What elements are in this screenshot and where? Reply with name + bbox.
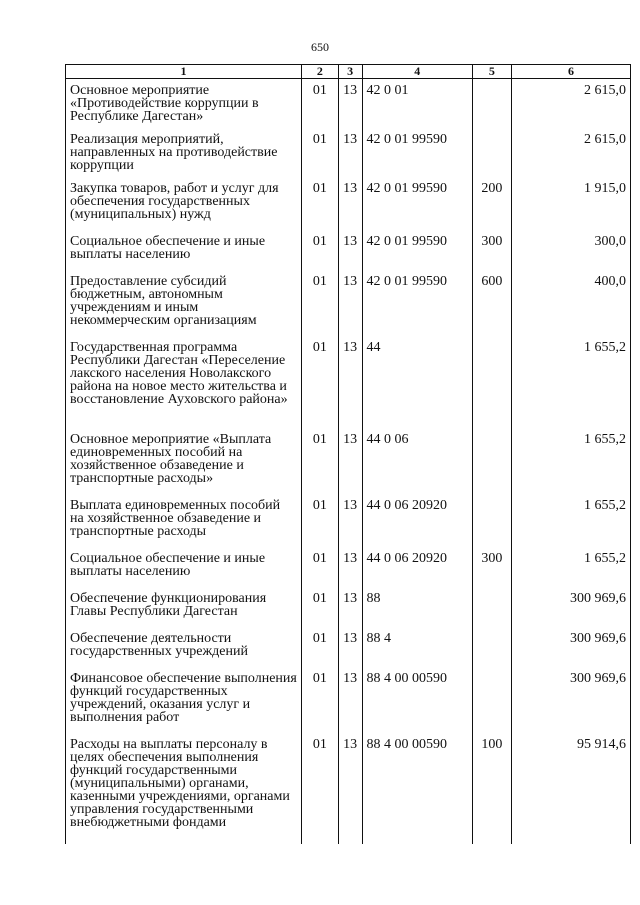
row-subsection: 13	[338, 428, 362, 494]
row-expense-type: 100	[472, 733, 511, 845]
table-row	[66, 494, 631, 547]
header-col-6: 6	[511, 65, 630, 79]
row-subsection: 13	[338, 494, 362, 547]
row-amount: 300 969,6	[511, 627, 630, 667]
row-section: 01	[301, 270, 338, 336]
row-expense-type: 600	[472, 270, 511, 336]
row-target-article: 88 4 00 00590	[362, 733, 472, 845]
row-name: Обеспечение функционирования Главы Республики Дагестан	[66, 587, 302, 627]
row-expense-type	[472, 587, 511, 627]
row-subsection: 13	[338, 79, 362, 128]
row-amount: 300 969,6	[511, 587, 630, 627]
row-name: Финансовое обеспечение выполнения функций государственных учреждений, оказания услуг и выполнения работ	[66, 667, 302, 733]
row-expense-type	[472, 494, 511, 547]
row-subsection: 13	[338, 270, 362, 336]
row-target-article: 88 4	[362, 627, 472, 667]
row-target-article: 88	[362, 587, 472, 627]
row-expense-type	[472, 336, 511, 428]
row-target-article: 42 0 01 99590	[362, 270, 472, 336]
row-amount: 1 655,2	[511, 428, 630, 494]
row-name: Основное мероприятие «Выплата единовременных пособий на хозяйственное обзаведение и транспортные расходы»	[66, 428, 302, 494]
row-section: 01	[301, 627, 338, 667]
row-expense-type	[472, 79, 511, 128]
row-expense-type	[472, 627, 511, 667]
row-section: 01	[301, 230, 338, 270]
row-target-article: 42 0 01	[362, 79, 472, 128]
row-section: 01	[301, 587, 338, 627]
row-target-article: 44 0 06	[362, 428, 472, 494]
row-amount: 1 655,2	[511, 547, 630, 587]
row-name: Основное мероприятие «Противодействие коррупции в Республике Дагестан»	[66, 79, 302, 128]
row-amount: 300 969,6	[511, 667, 630, 733]
row-expense-type: 200	[472, 177, 511, 230]
row-section: 01	[301, 177, 338, 230]
row-expense-type	[472, 128, 511, 177]
row-amount: 95 914,6	[511, 733, 630, 845]
row-section: 01	[301, 79, 338, 128]
header-col-3: 3	[338, 65, 362, 79]
row-name: Предоставление субсидий бюджетным, автономным учреждениям и иным некоммерческим организациям	[66, 270, 302, 336]
header-col-2: 2	[301, 65, 338, 79]
row-name: Обеспечение деятельности государственных учреждений	[66, 627, 302, 667]
table-row	[66, 667, 631, 733]
table-row	[66, 230, 631, 270]
row-subsection: 13	[338, 128, 362, 177]
row-subsection: 13	[338, 667, 362, 733]
row-target-article: 44 0 06 20920	[362, 494, 472, 547]
row-name: Реализация мероприятий, направленных на противодействие коррупции	[66, 128, 302, 177]
row-amount: 400,0	[511, 270, 630, 336]
row-name: Расходы на выплаты персоналу в целях обеспечения выполнения функций государственными (муниципальными) органами, казенными учреждениями, органами управления государственными внебюджетными фондами	[66, 733, 302, 845]
row-name: Выплата единовременных пособий на хозяйственное обзаведение и транспортные расходы	[66, 494, 302, 547]
row-subsection: 13	[338, 587, 362, 627]
row-subsection: 13	[338, 547, 362, 587]
row-target-article: 42 0 01 99590	[362, 128, 472, 177]
row-subsection: 13	[338, 230, 362, 270]
row-target-article: 44	[362, 336, 472, 428]
row-subsection: 13	[338, 627, 362, 667]
row-name: Социальное обеспечение и иные выплаты населению	[66, 230, 302, 270]
table-row	[66, 627, 631, 667]
header-col-4: 4	[362, 65, 472, 79]
row-section: 01	[301, 336, 338, 428]
row-subsection: 13	[338, 336, 362, 428]
header-col-5: 5	[472, 65, 511, 79]
header-col-1: 1	[66, 65, 302, 79]
row-amount: 1 915,0	[511, 177, 630, 230]
table-row	[66, 270, 631, 336]
table-row	[66, 128, 631, 177]
row-target-article: 44 0 06 20920	[362, 547, 472, 587]
row-expense-type	[472, 428, 511, 494]
row-amount: 300,0	[511, 230, 630, 270]
row-target-article: 42 0 01 99590	[362, 177, 472, 230]
row-section: 01	[301, 667, 338, 733]
row-name: Государственная программа Республики Дагестан «Переселение лакского населения Новолакского района на новое место жительства и восстановление Ауховского района»	[66, 336, 302, 428]
table-row	[66, 428, 631, 494]
table-row	[66, 587, 631, 627]
table-row	[66, 733, 631, 845]
row-section: 01	[301, 547, 338, 587]
header-row	[66, 65, 631, 79]
row-target-article: 88 4 00 00590	[362, 667, 472, 733]
table-row	[66, 336, 631, 428]
row-target-article: 42 0 01 99590	[362, 230, 472, 270]
row-amount: 2 615,0	[511, 128, 630, 177]
row-name: Закупка товаров, работ и услуг для обеспечения государственных (муниципальных) нужд	[66, 177, 302, 230]
row-subsection: 13	[338, 177, 362, 230]
row-section: 01	[301, 494, 338, 547]
page-number: 650	[311, 40, 329, 54]
budget-table	[65, 64, 631, 844]
table-row	[66, 547, 631, 587]
row-section: 01	[301, 733, 338, 845]
row-amount: 2 615,0	[511, 79, 630, 128]
row-name: Социальное обеспечение и иные выплаты населению	[66, 547, 302, 587]
row-section: 01	[301, 128, 338, 177]
table-row	[66, 177, 631, 230]
row-expense-type: 300	[472, 547, 511, 587]
row-amount: 1 655,2	[511, 336, 630, 428]
row-subsection: 13	[338, 733, 362, 845]
row-expense-type: 300	[472, 230, 511, 270]
row-expense-type	[472, 667, 511, 733]
row-amount: 1 655,2	[511, 494, 630, 547]
row-section: 01	[301, 428, 338, 494]
table-row	[66, 79, 631, 128]
